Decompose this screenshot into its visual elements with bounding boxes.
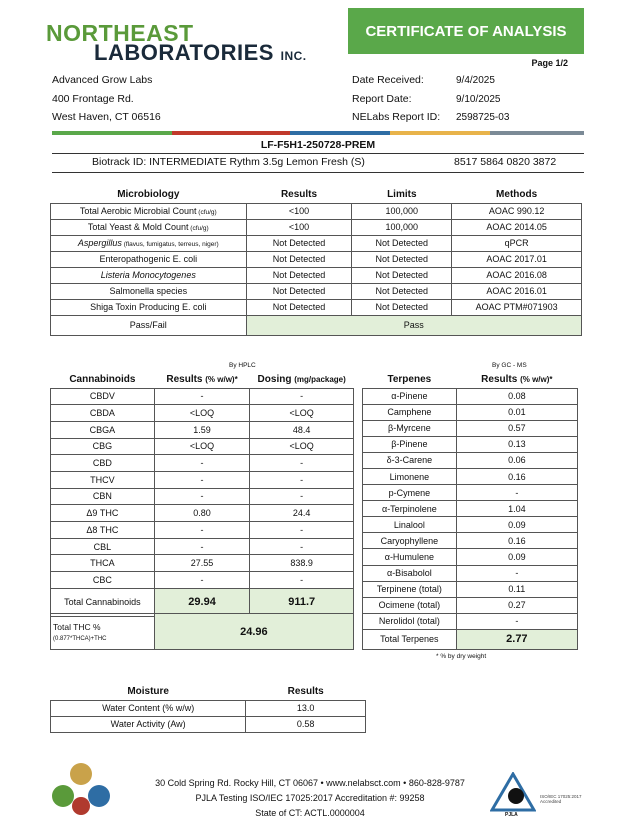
total-cannabinoids-result: 29.94 (154, 588, 250, 616)
micro-header: Methods (496, 189, 538, 201)
moisture-header: Results (287, 686, 324, 698)
table-row (51, 267, 582, 283)
total-thc-table (50, 613, 354, 650)
micro-method: AOAC 2016.08 (452, 267, 582, 283)
moisture-table (50, 684, 366, 733)
table-row (363, 452, 578, 468)
cannabinoid-result: <LOQ (154, 405, 250, 422)
table-row (363, 517, 578, 533)
micro-method: AOAC 2014.05 (452, 219, 582, 235)
table-row (363, 468, 578, 484)
terpene-result: 0.16 (456, 533, 577, 549)
micro-test-unit: (cfu/g) (188, 225, 209, 232)
cannabinoid-result: 0.80 (154, 505, 250, 522)
cannabinoid-result: - (154, 538, 250, 555)
terpene-result: 0.09 (456, 517, 577, 533)
micro-test-name (51, 203, 247, 219)
micro-limit: Not Detected (352, 235, 452, 251)
cannabinoid-name: THCA (51, 555, 155, 572)
iso-badge-text: ISO/IEC 17025:2017 Accredited (540, 794, 582, 804)
cannabinoid-result: - (154, 522, 250, 539)
terpene-name: α-Bisabolol (363, 565, 457, 581)
footer-state-license: State of CT: ACTL.0000004 (255, 808, 365, 818)
cannabinoid-dose: <LOQ (250, 405, 354, 422)
terpene-name: Limonene (363, 468, 457, 484)
table-row (51, 455, 354, 472)
terpene-result: 0.27 (456, 597, 577, 613)
date-received: 9/4/2025 (456, 75, 495, 86)
micro-method: AOAC 2016.01 (452, 283, 582, 299)
micro-test-label: Total Yeast & Mold Count (87, 222, 189, 232)
cannabinoid-dose: - (250, 471, 354, 488)
terpene-name: Linalool (363, 517, 457, 533)
total-thc-label-cell (51, 614, 155, 650)
terpene-result: 0.11 (456, 581, 577, 597)
table-row (51, 555, 354, 572)
terpene-name: α-Terpinolene (363, 501, 457, 517)
terpene-name: Caryophyllene (363, 533, 457, 549)
micro-test-unit: (cfu/g) (196, 209, 217, 216)
terpene-name: Nerolidol (total) (363, 613, 457, 629)
table-row (363, 501, 578, 517)
dosing-label: Dosing (257, 374, 292, 386)
cannabinoid-dose: - (250, 388, 354, 405)
report-date: 9/10/2025 (456, 94, 501, 105)
table-row (51, 572, 354, 589)
moisture-result: 0.58 (246, 716, 366, 732)
biotrack-number: 8517 5864 0820 3872 (454, 156, 557, 168)
table-row (51, 471, 354, 488)
dosing-unit: (mg/package) (294, 375, 346, 385)
terpene-name: Ocimene (total) (363, 597, 457, 613)
hplc-note: By HPLC (229, 362, 256, 369)
terpene-name: β-Pinene (363, 436, 457, 452)
terpene-name: α-Pinene (363, 388, 457, 404)
cannabinoid-dose: 838.9 (250, 555, 354, 572)
terpene-result: 0.01 (456, 404, 577, 420)
total-thc-value: 24.96 (154, 614, 353, 650)
micro-method: AOAC PTM#071903 (452, 299, 582, 315)
table-row (363, 549, 578, 565)
results-label: Results (166, 374, 203, 386)
cannabinoid-dose: 24.4 (250, 505, 354, 522)
cannabinoid-name: CBC (51, 572, 155, 589)
terpene-result: 0.08 (456, 388, 577, 404)
micro-test-name (51, 235, 247, 251)
passfail-value: Pass (246, 315, 581, 335)
total-thc-formula: (0.877*THCA)+THC (53, 635, 107, 642)
gcms-note: By GC - MS (492, 362, 527, 369)
micro-test-name (51, 219, 247, 235)
cannabinoid-name: THCV (51, 471, 155, 488)
table-row (363, 565, 578, 581)
cannabinoid-name: CBN (51, 488, 155, 505)
micro-test-label: Shiga Toxin Producing E. coli (90, 302, 207, 312)
micro-header: Microbiology (117, 189, 180, 201)
micro-test-name (51, 283, 247, 299)
cannabinoid-dose: - (250, 455, 354, 472)
micro-test-label: Aspergillus (77, 238, 122, 248)
micro-limit: 100,000 (352, 219, 452, 235)
cannabinoid-name: CBG (51, 438, 155, 455)
cannabinoid-result: <LOQ (154, 438, 250, 455)
terpene-result: 0.06 (456, 452, 577, 468)
micro-result: <100 (246, 203, 352, 219)
table-row (51, 405, 354, 422)
cannabinoid-header (250, 372, 354, 388)
micro-header: Results (280, 189, 318, 201)
document-title: CERTIFICATE OF ANALYSIS (348, 8, 584, 54)
table-row (51, 438, 354, 455)
pjla-logo-icon (490, 772, 536, 816)
logo-inc: INC. (280, 49, 307, 63)
table-row (51, 421, 354, 438)
micro-test-name (51, 251, 247, 267)
micro-result: Not Detected (246, 235, 352, 251)
micro-header: Limits (387, 189, 417, 201)
micro-result: Not Detected (246, 299, 352, 315)
terpene-results-label: Results (481, 374, 518, 386)
table-row (363, 533, 578, 549)
cannabinoid-result: - (154, 488, 250, 505)
cannabinoid-name: CBD (51, 455, 155, 472)
table-row (363, 485, 578, 501)
table-row (363, 436, 578, 452)
micro-test-name (51, 267, 247, 283)
terpene-header: Terpenes (387, 374, 432, 386)
moisture-name: Water Activity (Aw) (51, 716, 246, 732)
cannabinoid-name: Δ9 THC (51, 505, 155, 522)
date-received-label: Date Received: (352, 74, 424, 86)
terpene-name: Camphene (363, 404, 457, 420)
table-row (51, 522, 354, 539)
client-name: Advanced Grow Labs (52, 74, 153, 86)
micro-test-label: Listeria Monocytogenes (100, 270, 196, 280)
cannabinoid-name: Δ8 THC (51, 522, 155, 539)
total-terpenes-value: 2.77 (456, 629, 577, 649)
terpene-name: p-Cymene (363, 485, 457, 501)
moisture-header: Moisture (127, 686, 169, 698)
micro-test-label: Salmonella species (109, 286, 188, 296)
total-terpenes-label: Total Terpenes (363, 629, 457, 649)
terpene-result: 0.16 (456, 468, 577, 484)
cannabinoid-header: Cannabinoids (69, 374, 136, 386)
micro-limit: Not Detected (352, 283, 452, 299)
terpene-result: 0.09 (456, 549, 577, 565)
micro-test-name (51, 299, 247, 315)
cannabinoid-result: - (154, 572, 250, 589)
cannabinoid-dose: - (250, 572, 354, 589)
micro-limit: Not Detected (352, 299, 452, 315)
micro-limit: 100,000 (352, 203, 452, 219)
moisture-result: 13.0 (246, 700, 366, 716)
terpene-name: β-Myrcene (363, 420, 457, 436)
results-unit: (% w/w)* (205, 375, 238, 385)
pjla-text: PJLA (505, 812, 518, 818)
cannabinoid-dose: 48.4 (250, 421, 354, 438)
total-cannabinoids-dose: 911.7 (250, 588, 354, 616)
micro-test-unit: (flavus, fumigatus, terreus, niger) (121, 241, 219, 248)
micro-method: qPCR (452, 235, 582, 251)
table-row (51, 716, 366, 732)
table-row (51, 219, 582, 235)
terpene-result: 1.04 (456, 501, 577, 517)
cannabinoid-result: - (154, 471, 250, 488)
table-row (363, 388, 578, 404)
micro-test-label: Enteropathogenic E. coli (99, 254, 198, 264)
table-row (51, 283, 582, 299)
table-row (363, 404, 578, 420)
report-id-label: NELabs Report ID: (352, 111, 441, 123)
micro-result: Not Detected (246, 283, 352, 299)
cannabinoid-name: CBL (51, 538, 155, 555)
table-row (363, 613, 578, 629)
sample-code: LF-F5H1-250728-PREM (260, 139, 376, 151)
moisture-name: Water Content (% w/w) (51, 700, 246, 716)
table-row (363, 581, 578, 597)
micro-method: AOAC 2017.01 (452, 251, 582, 267)
passfail-label: Pass/Fail (51, 315, 247, 335)
terpenes-table (362, 372, 578, 650)
client-city: West Haven, CT 06516 (52, 111, 161, 123)
terpene-name: α-Humulene (363, 549, 457, 565)
client-street: 400 Frontage Rd. (52, 93, 134, 105)
terpene-results-unit: (% w/w)* (520, 375, 553, 385)
report-id: 2598725-03 (456, 112, 510, 123)
terpene-header (456, 372, 577, 388)
footer-address: 30 Cold Spring Rd. Rocky Hill, CT 06067 • www.nelabsct.com • 860-828-9787 (155, 778, 465, 788)
table-row (51, 388, 354, 405)
table-row (51, 488, 354, 505)
passfail-row (51, 315, 582, 335)
terpene-result: - (456, 565, 577, 581)
micro-result: <100 (246, 219, 352, 235)
cannabinoids-table (50, 372, 354, 617)
cannabinoid-dose: - (250, 538, 354, 555)
micro-limit: Not Detected (352, 267, 452, 283)
microbiology-table (50, 187, 582, 336)
report-date-label: Report Date: (352, 93, 412, 105)
cannabinoid-result: 27.55 (154, 555, 250, 572)
micro-result: Not Detected (246, 251, 352, 267)
cannabinoid-name: CBDV (51, 388, 155, 405)
logo-northeast: NORTHEAST (46, 20, 194, 46)
micro-result: Not Detected (246, 267, 352, 283)
cannabinoid-dose: <LOQ (250, 438, 354, 455)
total-thc-label: Total THC % (53, 621, 101, 632)
table-row (51, 203, 582, 219)
table-row (51, 538, 354, 555)
table-row (51, 251, 582, 267)
terpene-result: - (456, 613, 577, 629)
table-row (51, 700, 366, 716)
total-cannabinoids-label: Total Cannabinoids (51, 588, 155, 616)
color-bar (52, 131, 584, 135)
micro-test-label: Total Aerobic Microbial Count (79, 206, 197, 216)
cannabinoid-header (154, 372, 250, 388)
dry-weight-footnote: * % by dry weight (436, 653, 487, 660)
table-row (51, 505, 354, 522)
table-row (363, 597, 578, 613)
cannabinoid-name: CBDA (51, 405, 155, 422)
table-row (51, 235, 582, 251)
cannabinoid-result: 1.59 (154, 421, 250, 438)
cannabinoid-dose: - (250, 488, 354, 505)
table-row (363, 420, 578, 436)
terpene-name: δ-3-Carene (363, 452, 457, 468)
terpene-result: - (456, 485, 577, 501)
table-row (51, 299, 582, 315)
footer-accreditation: PJLA Testing ISO/IEC 17025:2017 Accreditation #: 99258 (195, 793, 425, 803)
cannabinoid-result: - (154, 455, 250, 472)
cannabinoid-dose: - (250, 522, 354, 539)
page-number: Page 1/2 (531, 58, 568, 68)
terpene-result: 0.13 (456, 436, 577, 452)
cannabinoid-name: CBGA (51, 421, 155, 438)
micro-method: AOAC 990.12 (452, 203, 582, 219)
terpene-name: Terpinene (total) (363, 581, 457, 597)
cannabinoid-result: - (154, 388, 250, 405)
biotrack-id: Biotrack ID: INTERMEDIATE Rythm 3.5g Lemon Fresh (S) (92, 156, 365, 168)
terpene-result: 0.57 (456, 420, 577, 436)
logo-laboratories-text: LABORATORIES (94, 40, 274, 65)
logo-laboratories (94, 40, 307, 66)
micro-limit: Not Detected (352, 251, 452, 267)
